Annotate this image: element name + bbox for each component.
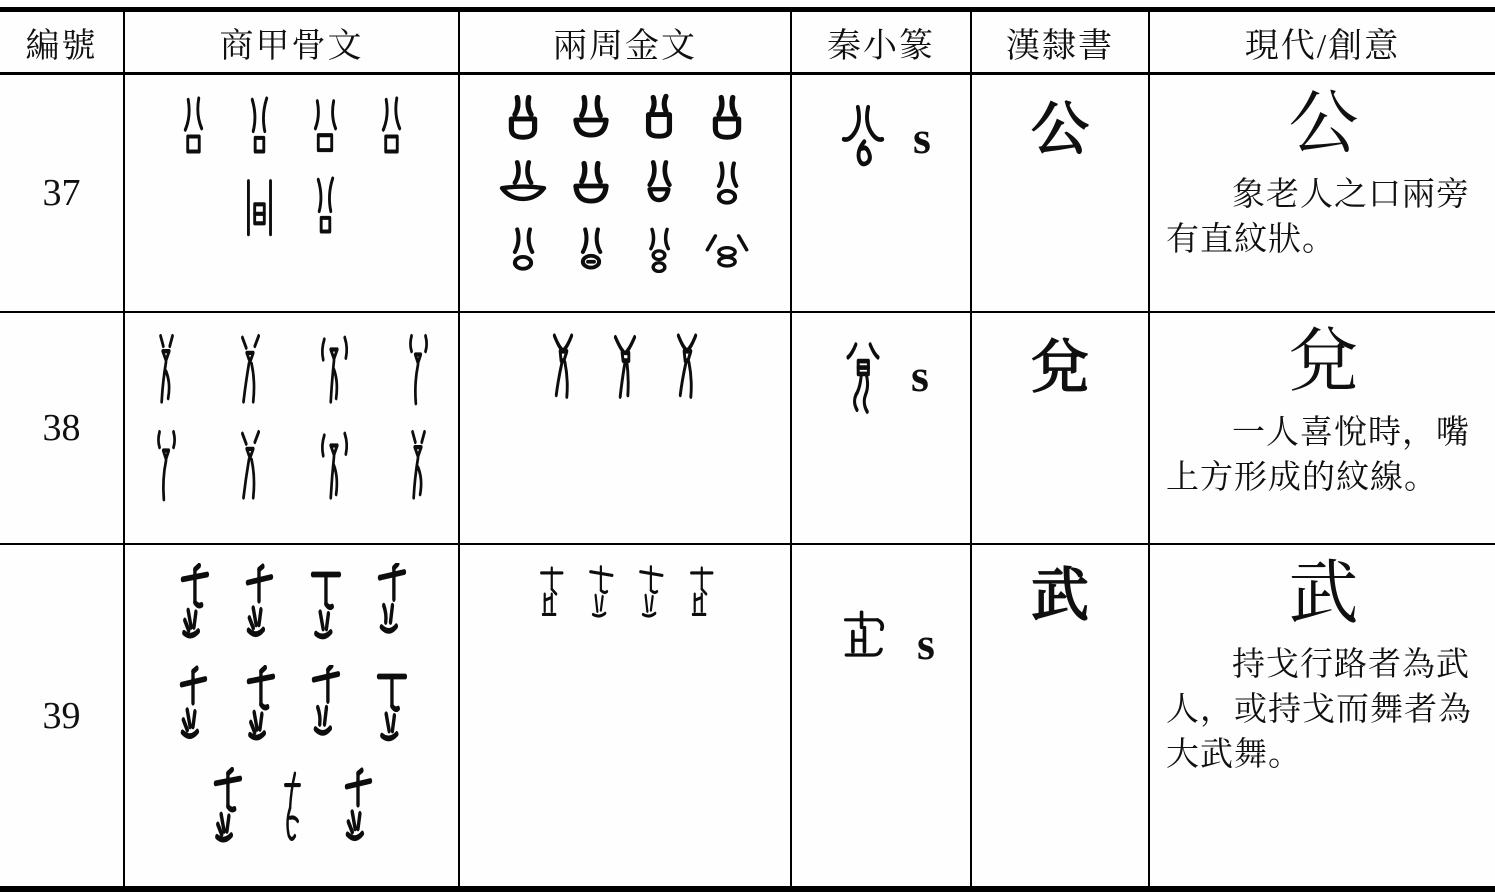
header-oracle-bone: 商甲骨文 <box>125 12 460 75</box>
wu-ob2-glyph <box>169 665 217 747</box>
seal-cell-39 <box>792 545 972 886</box>
clerical-cell-37: 公 <box>972 75 1150 313</box>
dui-bz2-glyph <box>601 331 649 409</box>
dui-ob2-glyph <box>223 427 277 511</box>
gong-ob1-glyph <box>367 93 415 161</box>
gong-bz-box-glyph <box>630 93 688 147</box>
wu-bz1-glyph <box>678 563 722 625</box>
wu-ob-f-glyph <box>268 767 316 849</box>
row-number-37: 37 <box>0 75 125 313</box>
wu-ob1-glyph <box>235 665 283 747</box>
dui-ob1-glyph <box>139 331 193 415</box>
modern-cell-37 <box>1150 75 1495 313</box>
glyph-row <box>494 93 756 147</box>
wu-bz2-glyph <box>578 563 622 625</box>
gong-bz-bowl-glyph <box>562 93 620 147</box>
modern-description <box>1166 411 1481 501</box>
glyph-row <box>202 767 382 849</box>
gong-ob3-glyph <box>235 173 283 241</box>
gong-ob1-glyph <box>169 93 217 161</box>
dui-ob3-glyph <box>307 331 361 415</box>
seal-script-glyph <box>833 339 893 431</box>
description-line: 持戈行路者為武 <box>1232 647 1470 683</box>
description-line: 有直紋狀。 <box>1166 222 1336 258</box>
description-line: 象老人之口兩旁 <box>1232 177 1470 213</box>
dui-ob1-glyph <box>391 427 445 511</box>
wu-seal-glyph <box>827 607 899 671</box>
header-bronze: 兩周金文 <box>460 12 792 75</box>
gong-seal-glyph <box>831 101 895 179</box>
modern-character: 公 <box>1288 86 1359 163</box>
gong-bz-circle-glyph <box>698 159 756 213</box>
glyph-row <box>139 427 445 511</box>
header-modern: 現代/創意 <box>1150 12 1495 75</box>
glyph-row <box>139 331 445 415</box>
glyph-row <box>169 93 415 161</box>
gong-bz-wide-glyph <box>494 159 552 213</box>
wu-bz2-glyph <box>628 563 672 625</box>
wu-ob1-glyph <box>169 563 217 645</box>
header-clerical: 漢隸書 <box>972 12 1150 75</box>
wu-ob4-glyph <box>301 665 349 747</box>
description-line: 上方形成的紋線。 <box>1166 460 1438 496</box>
glyph-row <box>169 563 415 645</box>
seal-script-glyph <box>827 607 899 671</box>
description-line: 人，或持戈而舞者為 <box>1166 692 1472 728</box>
oracle-bone-cell-38 <box>125 313 460 545</box>
gong-bz-small-glyph <box>630 159 688 213</box>
gong-ob2-glyph <box>301 173 349 241</box>
bronze-cell-37 <box>460 75 792 313</box>
modern-description <box>1166 643 1481 778</box>
gong-bz-bowl-glyph <box>562 159 620 213</box>
gong-bz-slash-glyph <box>698 225 756 279</box>
description-line: 一人喜悅時，嘴 <box>1232 415 1470 451</box>
clerical-cell-39: 武 <box>972 545 1150 886</box>
seal-cell-37 <box>792 75 972 313</box>
dui-ob4-glyph <box>139 427 193 511</box>
header-seal: 秦小篆 <box>792 12 972 75</box>
gong-ob2-glyph <box>235 93 283 161</box>
dui-ob3-glyph <box>307 427 361 511</box>
glyph-row <box>539 331 711 409</box>
wu-ob3-glyph <box>367 665 415 747</box>
seal-s-label: s <box>917 618 935 669</box>
modern-character: 兌 <box>1288 324 1359 401</box>
seal-cell-38 <box>792 313 972 545</box>
wu-ob2-glyph <box>235 563 283 645</box>
glyph-row <box>494 159 756 213</box>
seal-s-label: s <box>913 112 931 163</box>
character-evolution-table <box>0 7 1495 892</box>
description-line: 大武舞。 <box>1166 737 1302 773</box>
wu-bz1-glyph <box>528 563 572 625</box>
wu-ob2-glyph <box>334 767 382 849</box>
gong-bz-two-circles-glyph <box>630 225 688 279</box>
seal-script-glyph <box>831 101 895 179</box>
gong-ob4-glyph <box>301 93 349 161</box>
oracle-bone-cell-39 <box>125 545 460 886</box>
dui-bz1-glyph <box>663 331 711 409</box>
modern-character: 武 <box>1288 556 1359 633</box>
bronze-cell-39 <box>460 545 792 886</box>
wu-ob4-glyph <box>367 563 415 645</box>
seal-s-label: s <box>911 350 929 401</box>
gong-bz-cup-glyph <box>698 93 756 147</box>
modern-description <box>1166 173 1481 263</box>
gong-bz-circle-glyph <box>494 225 552 279</box>
dui-seal-glyph <box>833 339 893 431</box>
clerical-cell-38: 兌 <box>972 313 1150 545</box>
bronze-cell-38 <box>460 313 792 545</box>
row-number-39: 39 <box>0 545 125 886</box>
row-number-38: 38 <box>0 313 125 545</box>
dui-bz1-glyph <box>539 331 587 409</box>
oracle-bone-cell-37 <box>125 75 460 313</box>
header-number: 編號 <box>0 12 125 75</box>
dui-ob4-glyph <box>391 331 445 415</box>
modern-cell-38 <box>1150 313 1495 545</box>
glyph-row <box>235 173 349 241</box>
glyph-row <box>494 225 756 279</box>
gong-bz-circle-dot-glyph <box>562 225 620 279</box>
modern-cell-39 <box>1150 545 1495 886</box>
wu-ob1-glyph <box>202 767 250 849</box>
glyph-row <box>528 563 722 625</box>
gong-bz-cup-glyph <box>494 93 552 147</box>
dui-ob2-glyph <box>223 331 277 415</box>
glyph-row <box>169 665 415 747</box>
wu-ob3-glyph <box>301 563 349 645</box>
